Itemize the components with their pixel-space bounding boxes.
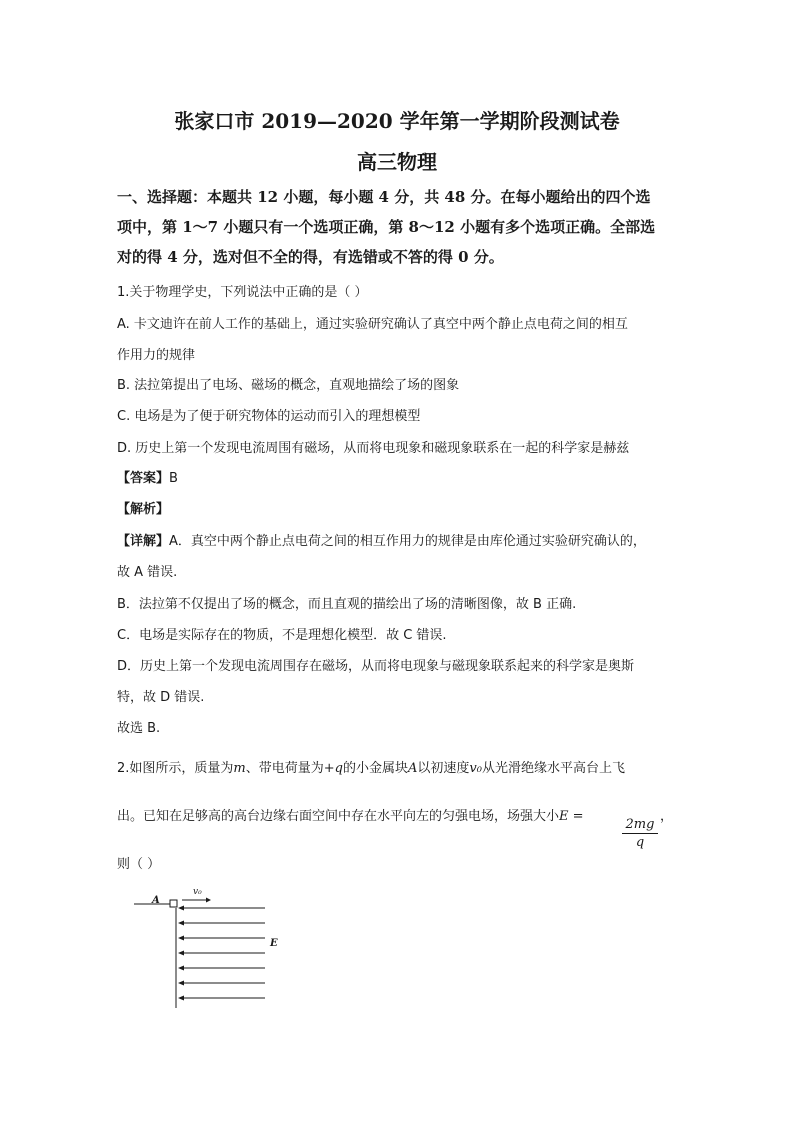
fraction-numerator: 2mg (622, 817, 658, 834)
field-line-arrowhead (178, 996, 184, 1001)
q2-text-e: 从光滑绝缘水平高台上飞 (481, 761, 625, 776)
document-title: 张家口市 2019—2020 学年第一学期阶段测试卷 (174, 109, 620, 133)
detail-line-1 (117, 530, 646, 549)
label-a: A (152, 895, 160, 906)
question-1-option-a-line-1: A. 卡文迪许在前人工作的基础上，通过实验研究确认了真空中两个静止点电荷之间的相互 (117, 317, 628, 332)
q2-text-d: 以初速度 (417, 761, 470, 776)
velocity-symbol: v₀ (469, 761, 482, 776)
detail-line-5: D．历史上第一个发现电流周围存在磁场，从而将电现象与磁现象联系起来的科学家是奥斯 (117, 659, 635, 674)
q2-text-b: 、带电荷量为 (245, 761, 324, 776)
q2-text-a: 2.如图所示，质量为 (117, 761, 234, 776)
question-2-line-1 (117, 757, 625, 776)
conclusion-line: 故选 B. (117, 721, 161, 736)
metal-block (170, 900, 177, 907)
label-v0: v₀ (193, 887, 202, 897)
detail-line-6: 特，故 D 错误. (117, 690, 205, 705)
field-lines (178, 906, 265, 1001)
section-heading-line-2: 项中，第 1～7 小题只有一个选项正确，第 8～12 小题有多个选项正确。全部选 (117, 218, 656, 236)
section-heading-line-1: 一、选择题：本题共 12 小题，每小题 4 分，共 48 分。在每小题给出的四个选 (117, 188, 651, 206)
detail-text-1: A．真空中两个静止点电荷之间的相互作用力的规律是由库伦通过实验研究确认的， (169, 534, 646, 549)
section-heading-line-3: 对的得 4 分，选对但不全的得，有选错或不答的得 0 分。 (117, 248, 504, 266)
document-subtitle: 高三物理 (357, 150, 437, 174)
detail-line-4: C．电场是实际存在的物质，不是理想化模型．故 C 错误. (117, 628, 447, 643)
answer-line (117, 467, 178, 486)
question-2-line-3: 则（ ） (117, 857, 161, 872)
velocity-arrow-head (206, 898, 211, 903)
label-e: E (270, 938, 278, 949)
detail-tag: 【详解】 (117, 534, 170, 549)
mass-symbol: m (233, 761, 246, 776)
field-line-arrowhead (178, 981, 184, 986)
field-line-arrowhead (178, 921, 184, 926)
question-1-stem: 1.关于物理学史，下列说法中正确的是（ ） (117, 285, 368, 300)
answer-value: B (169, 471, 178, 486)
field-fraction (622, 817, 658, 850)
analysis-tag: 【解析】 (117, 502, 170, 517)
field-line-arrowhead (178, 951, 184, 956)
question-1-option-c: C. 电场是为了便于研究物体的运动而引入的理想模型 (117, 409, 421, 424)
question-1-option-b: B. 法拉第提出了电场、磁场的概念，直观地描绘了场的图象 (117, 378, 460, 393)
detail-line-2: 故 A 错误. (117, 565, 178, 580)
q2-text-f: 出。已知在足够高的高台边缘右面空间中存在水平向左的匀强电场，场强大小 (117, 809, 560, 824)
question-2-line-2 (117, 805, 584, 824)
block-symbol: A (407, 761, 418, 776)
field-line-arrowhead (178, 906, 184, 911)
detail-line-3: B．法拉第不仅提出了场的概念，而且直观的描绘出了场的清晰图像，故 B 正确. (117, 597, 577, 612)
charge-symbol: +q (323, 761, 343, 776)
q2-text-c: 的小金属块 (342, 761, 408, 776)
answer-tag: 【答案】 (117, 471, 170, 486)
field-line-arrowhead (178, 966, 184, 971)
question-2-line-2-end: ， (660, 809, 674, 824)
electric-field-figure (120, 880, 300, 1010)
field-line-arrowhead (178, 936, 184, 941)
field-equation-lhs: E = (559, 809, 584, 824)
question-1-option-a-line-2: 作用力的规律 (117, 348, 196, 363)
question-1-option-d: D. 历史上第一个发现电流周围有磁场，从而将电现象和磁现象联系在一起的科学家是赫兹 (117, 441, 630, 456)
fraction-denominator: q (635, 835, 645, 850)
